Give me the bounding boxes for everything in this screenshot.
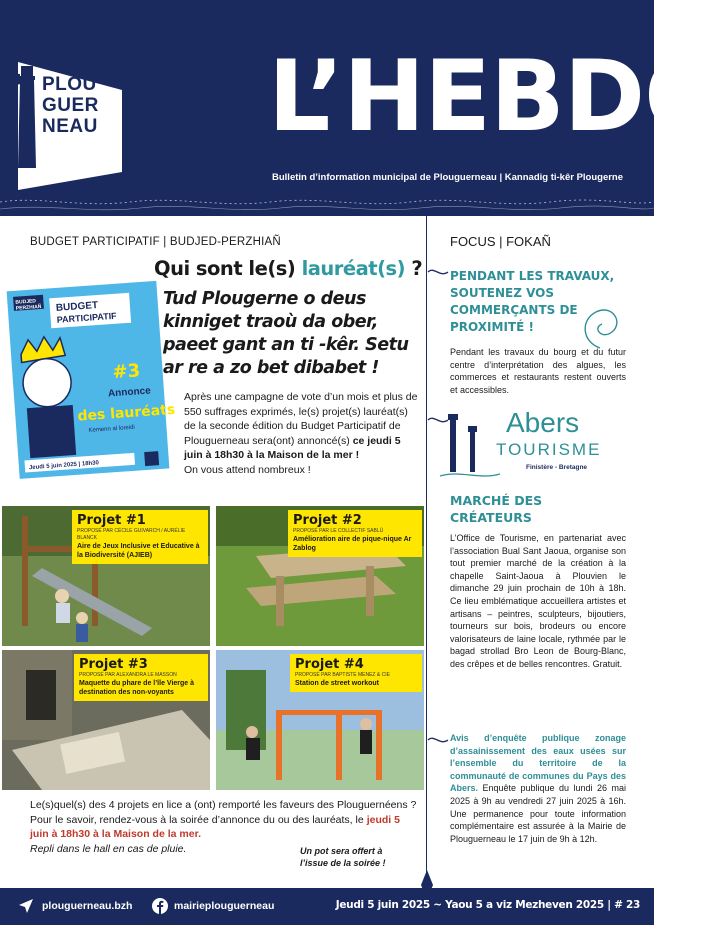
website-link[interactable]: plouguerneau.bzh [42,900,133,912]
reception-note: Un pot sera offert à l’issue de la soirée ! [300,846,386,868]
project-proposer: PROPOSÉ PAR BAPTISTE MENEZ & CIE [295,672,390,678]
arrow-icon [426,264,450,280]
project-card [216,650,424,790]
article-market-text: L’Office de Tourisme, en partenariat avec l’association Bual Sant Jaoua, organise son tout premier marché de la création à la chapelle Saint-Jaoua à Plouvien le dimanche 29 juin prochain de 10h à 18h. Ce lieu emblématique accueillera artistes et artisans – peintres, sculpteurs, bijoutiers, tourneurs sur bois, brodeurs ou encore valorisateurs de laine locale, rythmée par le bagad strollad Bro Leon de Bourg-Blanc, des crêpes et de belles rencontres. Gratuit. [450,533,626,669]
project-name: Maquette du phare de l’île Vierge à destination des non-voyants [79,680,195,696]
facebook-link[interactable]: mairieplouguerneau [174,900,275,912]
masthead-title: L’HEBDO [268,40,726,154]
budget-participatif-poster [5,280,176,480]
article-intro: Après une campagne de vote d’un mois et plus de 550 suffrages exprimés, le(s) projet(s) lauréat(s) de la seconde édition du Budget Participatif de Plouguerneau sera(ont) annoncé(s) ce jeudi 5 juin à 18h30 à la Maison de la mer ! On vous attend nombreux ! [184,391,418,476]
project-title: Projet #3 [79,657,148,672]
project-proposer: PROPOSÉ PAR LE COLLECTIF SABLÙ [293,528,384,534]
abers-name: Abers [506,407,580,438]
project-name: Station de street workout [295,680,380,687]
poster-top2: PERZHIAÑ [15,303,42,312]
project-title: Projet #2 [293,513,362,528]
abers-tagline: Finistère - Bretagne [526,464,588,471]
location-arrow-icon [18,898,34,914]
article-headline: Qui sont le(s) lauréat(s) ? [154,257,423,280]
article-commerce-heading: PENDANT LES TRAVAUX, SOUTENEZ VOS COMMERÇANTS DE PROXIMITÉ ! [450,269,615,334]
issue-date: Jeudi 5 juin 2025 ~ Yaou 5 a viz Mezheven 2025 | # 23 [335,899,640,911]
facebook-icon [152,898,168,914]
project-title: Projet #4 [295,657,364,672]
article-outro: Le(s)quel(s) des 4 projets en lice a (ont) remporté les faveurs des Plouguernéens ? Pour le savoir, rendez-vous à la soirée d’annonce du ou des lauréats, le jeudi 5 juin à 18h30 à la Maison de la mer. Repli dans le hall en cas de pluie. [30,799,417,855]
project-name: Amélioration aire de pique-nique Ar Zablog [293,536,412,552]
column-divider [426,216,427,906]
project-proposer: PROPOSÉ PAR ALEXANDRA LE MASSON [79,672,177,678]
public-notice: Avis d’enquête publique zonage d’assainissement des eaux usées sur l’ensemble du territoire de la communauté de communes du Pays des Abers. Enquête publique du lundi 26 mai 2025 à 9h au vendredi 27 juin 2025 à 16h. Une permanence pour toute information complémentaire est assurée à la Mairie de Plouguerneau le 17 juin de 9h à 12h. [450,733,626,844]
footer-bar [0,888,654,925]
focus-label: FOCUS | FOKAÑ [450,234,551,249]
wave-decoration [0,192,654,216]
section-label: BUDGET PARTICIPATIF | BUDJED-PERZHIAÑ [30,236,281,248]
poster-breton: Kemenn al loreidi [88,424,136,434]
poster-annonce: Annonce [107,385,152,400]
project-proposer: PROPOSÉ PAR CÉCILE GUIVARCH / AURÉLIE BLANCK [77,528,186,541]
article-market-heading: MARCHÉ DES CRÉATEURS [450,493,543,525]
project-card [216,506,424,646]
abers-subtitle: TOURISME [496,440,602,459]
logo-wordmark: PLOU GUER NEAU [42,74,99,137]
masthead-banner [0,0,726,216]
project-card [2,650,210,790]
poster-laureats: des lauréats [76,401,176,425]
article-commerce-text: Pendant les travaux du bourg et du futur centre d’interprétation des algues, les commerces et restaurants restent ouverts et accessibles. [450,347,626,395]
arrow-icon [426,732,450,748]
masthead-tagline: Bulletin d’information municipal de Plouguerneau | Kannadig ti-kêr Plougerne [272,172,624,183]
project-name: Aire de Jeux Inclusive et Educative à la Biodiversité (AJIEB) [77,543,200,559]
poster-title1: BUDGET [55,299,99,314]
poster-number: #3 [111,360,141,384]
poster-title2: PARTICIPATIF [56,310,117,325]
article-breton-intro: Tud Plougerne o deus kinniget traoù da ober, paeet gant an ti -kêr. Setu ar re a zo bet dibabet ! [163,289,409,378]
poster-date: Jeudi 5 juin 2025 | 18h30 [28,460,100,472]
poster-top1: BUDJED [15,298,37,306]
project-title: Projet #1 [77,513,146,528]
project-card [2,506,210,646]
